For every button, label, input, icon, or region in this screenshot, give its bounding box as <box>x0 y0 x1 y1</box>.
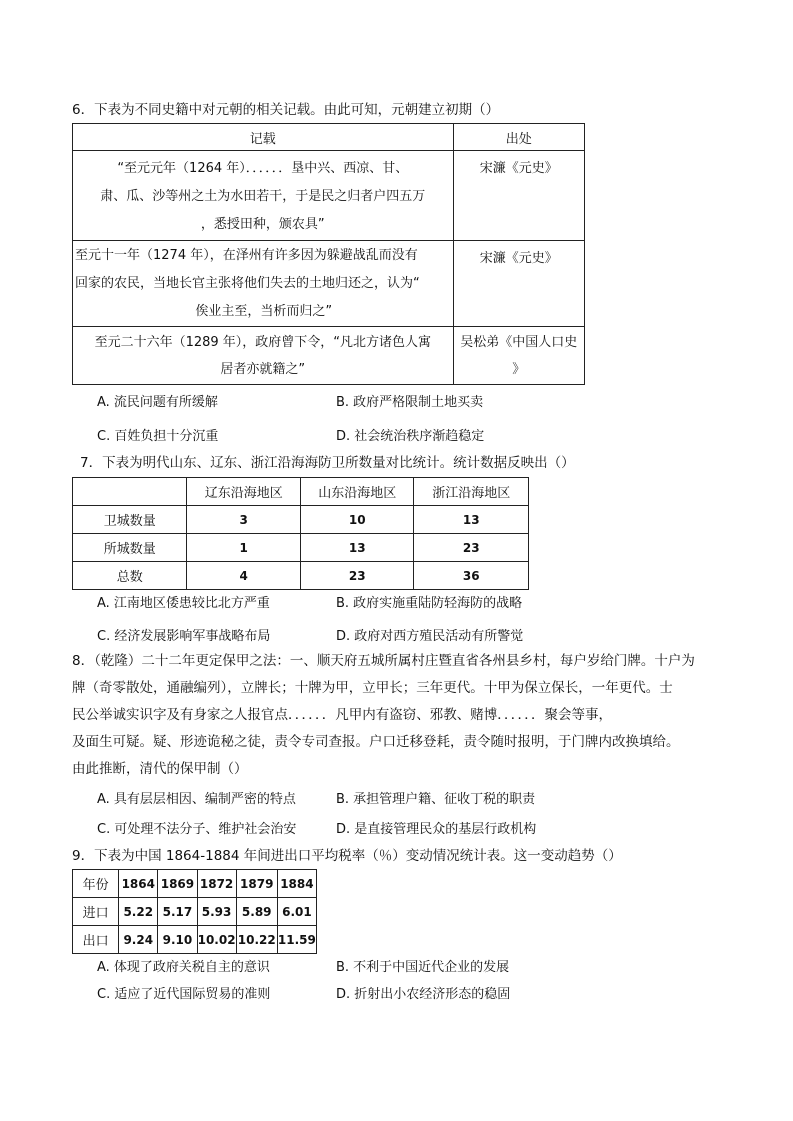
row-label: 进口 <box>73 898 119 926</box>
table-header: 1879 <box>236 870 277 898</box>
question-9-table <box>72 869 317 954</box>
table-cell: 5.17 <box>158 898 197 926</box>
option-d[interactable]: D. 社会统治秩序渐趋稳定 <box>336 429 485 444</box>
table-cell-source: 宋濂《元史》 <box>453 241 584 327</box>
table-cell-record: “至元元年（1264 年）．．．．．．垦中兴、西凉、甘、 肃、瓜、沙等州之土为水田若干，于是民之归者户四五万 ，悉授田种，颁农具” <box>73 151 454 241</box>
question-8-stem: 8．（乾隆）二十二年更定保甲之法：一、顺天府五城所属村庄暨直省各州县乡村，每户岁给门牌。十户为 牌（奇零散处，通融编列），立牌长；十牌为甲，立甲长；三年更代。十甲为保立保长，一年更代。士 民公举诚实识字及有身家之人报官点．．．．．．凡甲内有盗窃、邪教、赌博．．．．．．聚会等事， 及面生可疑。疑、形迹诡秘之徒，责令专司查报。户口迁移登耗，责令随时报明，于门牌内改换填给。 由此推断，清代的保甲制（） <box>72 653 695 777</box>
table-header: 辽东沿海地区 <box>187 478 300 506</box>
row-label: 总数 <box>73 562 187 590</box>
table-cell: 9.24 <box>119 926 158 954</box>
option-b[interactable]: B. 政府严格限制土地买卖 <box>336 395 484 410</box>
question-6-stem: 6．下表为不同史籍中对元朝的相关记载。由此可知，元朝建立初期（） <box>72 102 500 118</box>
table-cell: 13 <box>414 506 529 534</box>
option-d[interactable]: D. 折射出小农经济形态的稳固 <box>336 987 511 1002</box>
row-label: 卫城数量 <box>73 506 187 534</box>
option-b[interactable]: B. 承担管理户籍、征收丁税的职责 <box>336 792 536 807</box>
table-cell: 11.59 <box>277 926 316 954</box>
table-cell: 10.22 <box>236 926 277 954</box>
table-cell: 5.93 <box>197 898 236 926</box>
option-b[interactable]: B. 政府实施重陆防轻海防的战略 <box>336 596 523 611</box>
table-cell: 5.22 <box>119 898 158 926</box>
table-header: 山东沿海地区 <box>300 478 414 506</box>
question-7-table <box>72 477 529 590</box>
table-cell-source: 吴松弟《中国人口史 》 <box>453 327 584 385</box>
table-cell-record: 至元二十六年（1289 年），政府曾下令，“凡北方诸色人寓 居者亦就籍之” <box>73 327 454 385</box>
table-cell-source: 宋濂《元史》 <box>453 151 584 241</box>
question-6-table <box>72 123 585 385</box>
option-a[interactable]: A. 体现了政府关税自主的意识 <box>97 960 270 975</box>
option-d[interactable]: D. 是直接管理民众的基层行政机构 <box>336 822 537 837</box>
option-c[interactable]: C. 经济发展影响军事战略布局 <box>97 629 271 644</box>
table-cell: 5.89 <box>236 898 277 926</box>
table-header: 1872 <box>197 870 236 898</box>
option-b[interactable]: B. 不利于中国近代企业的发展 <box>336 960 510 975</box>
option-c[interactable]: C. 适应了近代国际贸易的准则 <box>97 987 271 1002</box>
table-header: 出处 <box>453 124 584 151</box>
question-7-stem: 7．下表为明代山东、辽东、浙江沿海海防卫所数量对比统计。统计数据反映出（） <box>80 455 575 471</box>
table-cell-record: 至元十一年（1274 年），在泽州有许多因为躲避战乱而没有 回家的农民，当地长官主张将他们失去的土地归还之，认为“ 俟业主至，当析而归之” <box>73 241 454 327</box>
table-header <box>73 478 187 506</box>
table-header: 记载 <box>73 124 454 151</box>
table-header: 1864 <box>119 870 158 898</box>
question-9-stem: 9．下表为中国 1864-1884 年间进出口平均税率（％）变动情况统计表。这一变动趋势（） <box>72 848 622 864</box>
table-cell: 13 <box>300 534 414 562</box>
table-cell: 6.01 <box>277 898 316 926</box>
table-cell: 9.10 <box>158 926 197 954</box>
option-a[interactable]: A. 江南地区倭患较比北方严重 <box>97 596 270 611</box>
option-a[interactable]: A. 流民问题有所缓解 <box>97 395 218 410</box>
table-cell: 23 <box>414 534 529 562</box>
row-label: 出口 <box>73 926 119 954</box>
table-cell: 10 <box>300 506 414 534</box>
table-cell: 36 <box>414 562 529 590</box>
table-header: 浙江沿海地区 <box>414 478 529 506</box>
option-c[interactable]: C. 百姓负担十分沉重 <box>97 429 219 444</box>
table-header: 1884 <box>277 870 316 898</box>
table-cell: 3 <box>187 506 300 534</box>
option-a[interactable]: A. 具有层层相因、编制严密的特点 <box>97 792 296 807</box>
table-cell: 1 <box>187 534 300 562</box>
option-c[interactable]: C. 可处理不法分子、维护社会治安 <box>97 822 297 837</box>
table-cell: 10.02 <box>197 926 236 954</box>
option-d[interactable]: D. 政府对西方殖民活动有所警觉 <box>336 629 524 644</box>
table-cell: 23 <box>300 562 414 590</box>
table-cell: 4 <box>187 562 300 590</box>
row-label: 所城数量 <box>73 534 187 562</box>
table-header: 年份 <box>73 870 119 898</box>
table-header: 1869 <box>158 870 197 898</box>
